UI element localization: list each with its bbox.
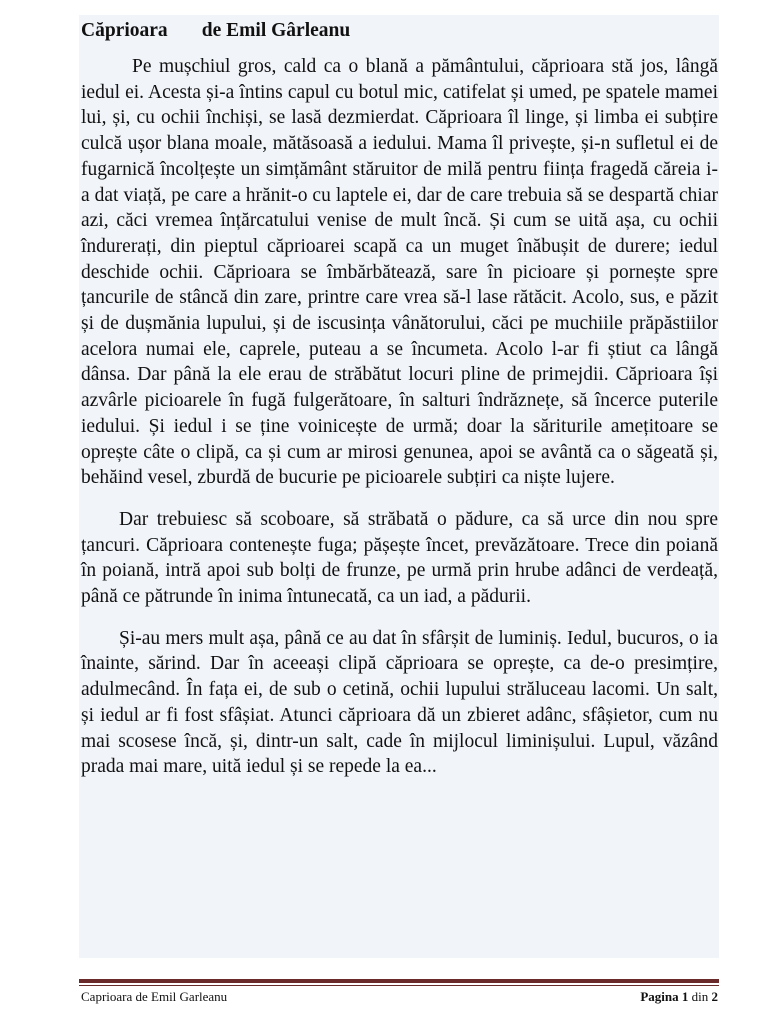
footer-rule-thin bbox=[79, 985, 719, 986]
page-of: din bbox=[691, 989, 709, 1004]
paragraph-1: Pe mușchiul gros, cald ca o blană a pământului, căprioara stă jos, lângă iedul ei. Acesta și-a întins capul cu botul mic, catifelat și umed, pe spatele mamei lui, și, cu ochii închiși, se lasă dezmierdat. Căprioara îl linge, și limba ei subțire culcă ușor blana moale, mătăsoasă a iedului. Mama îl privește, și-n sufletul ei de fugarnică încolțește un simțământ stăruitor de milă pentru ființa fragedă căreia i-a dat viață, pe care a hrănit-o cu laptele ei, dar de care trebuia să se despartă chiar azi, căci vremea înțărcatului venise de mult încă. Și cum se uită așa, cu ochii îndurerați, din pieptul căprioarei scapă ca un muget înăbușit de durere; iedul deschide ochii. Căprioara se îmbărbătează, sare în picioare și pornește spre țancurile de stâncă din zare, printre care vrea să-l lase rătăcit. Acolo, sus, e păzit și de dușmănia lupului, și de iscusința vânătorului, căci pe muchiile prăpăstiilor acelora numai ele, caprele, puteau a se încumeta. Acolo l-ar fi știut ca lângă dânsa. Dar până la ele erau de străbătut locuri pline de primejdii. Căprioara își azvârle picioarele în fugă fulgerătoare, în salturi îndrăznețe, să încerce puterile iedului. Și iedul i se ține voinicește de urmă; doar la săriturile amețitoare se oprește câte o clipă, ca și cum ar mirosi genunea, apoi se avântă ca o săgeată și, behăind vesel, zburdă de bucurie pe picioarele subțiri ca niște lujere. bbox=[81, 56, 718, 489]
page-current: 1 bbox=[681, 989, 689, 1004]
footer-page-number bbox=[640, 989, 718, 1005]
document-title: Căprioara de Emil Gârleanu bbox=[81, 20, 351, 41]
page-total: 2 bbox=[711, 989, 718, 1004]
document-body bbox=[81, 18, 718, 780]
footer-document-title: Caprioara de Emil Garleanu bbox=[81, 989, 228, 1004]
page-label: Pagina bbox=[640, 989, 679, 1004]
paragraph-3: Și-au mers mult așa, până ce au dat în sfârșit de luminiș. Iedul, bucuros, o ia înainte, sărind. Dar în aceeași clipă căprioara se oprește, ca de-o presimțire, adulmecând. În fața ei, de sub o cetină, ochii lupului străluceau lacomi. Un salt, și iedul ar fi fost sfâșiat. Atunci căprioara dă un zbieret adânc, sfâșietor, cum nu mai scosese încă, și, dintr-un salt, cade în mijlocul liminișului. Lupul, văzând prada mai mare, uită iedul și se repede la ea... bbox=[81, 627, 718, 778]
paragraph-2: Dar trebuiesc să scoboare, să străbată o pădure, ca să urce din nou spre țancuri. Căprioara contenește fuga; pășește încet, prevăzătoare. Trece din poiană în poiană, intră apoi sub bolți de frunze, pe urmă prin hrube adânci de verdeață, până ce pătrunde în inima întunecată, ca un iad, a pădurii. bbox=[81, 508, 718, 608]
footer-rule-thick bbox=[79, 979, 719, 983]
